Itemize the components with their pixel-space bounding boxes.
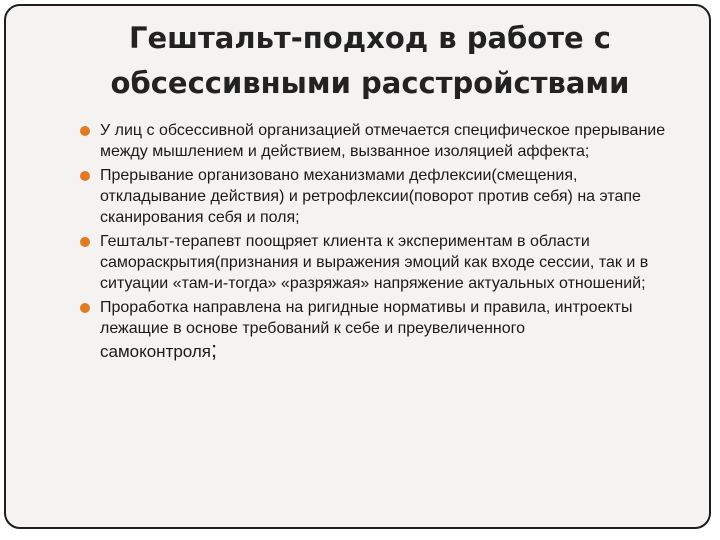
list-item — [80, 120, 680, 162]
bullet-text: Прерывание организовано механизмами дефлексии(смещения, откладывание действия) и ретрофлексии(поворот против себя) на этапе сканирования себя и поля; — [100, 167, 641, 226]
bullet-dot-icon — [80, 303, 90, 313]
title-line-2: обсессивными расстройствами — [110, 66, 630, 100]
title-line-1: Гештальт-подход в работе с — [129, 21, 611, 55]
bullet-text: Гештальт-терапевт поощряет клиента к экспериментам в области самораскрытия(признания и выражения эмоций как входе сессии, так и в ситуации «там-и-тогда» «разряжая» напряжение актуальных отношений; — [100, 233, 649, 292]
bullet-text: У лиц с обсессивной организацией отмечается специфическое прерывание между мышлением и действием, вызванное изоляцией аффекта; — [100, 122, 666, 160]
bullet-tail-punct: ; — [211, 337, 218, 362]
list-item — [80, 297, 680, 363]
bullet-tail-word: самоконтроля — [100, 342, 212, 361]
slide-title — [60, 16, 680, 106]
bullet-dot-icon — [80, 171, 90, 181]
bullet-list — [80, 120, 680, 366]
list-item — [80, 231, 680, 294]
bullet-text: Проработка направлена на ригидные нормативы и правила, интроекты лежащие в основе требований к себе и преувеличенного — [100, 299, 633, 337]
bullet-dot-icon — [80, 237, 90, 247]
list-item — [80, 165, 680, 228]
bullet-dot-icon — [80, 126, 90, 136]
